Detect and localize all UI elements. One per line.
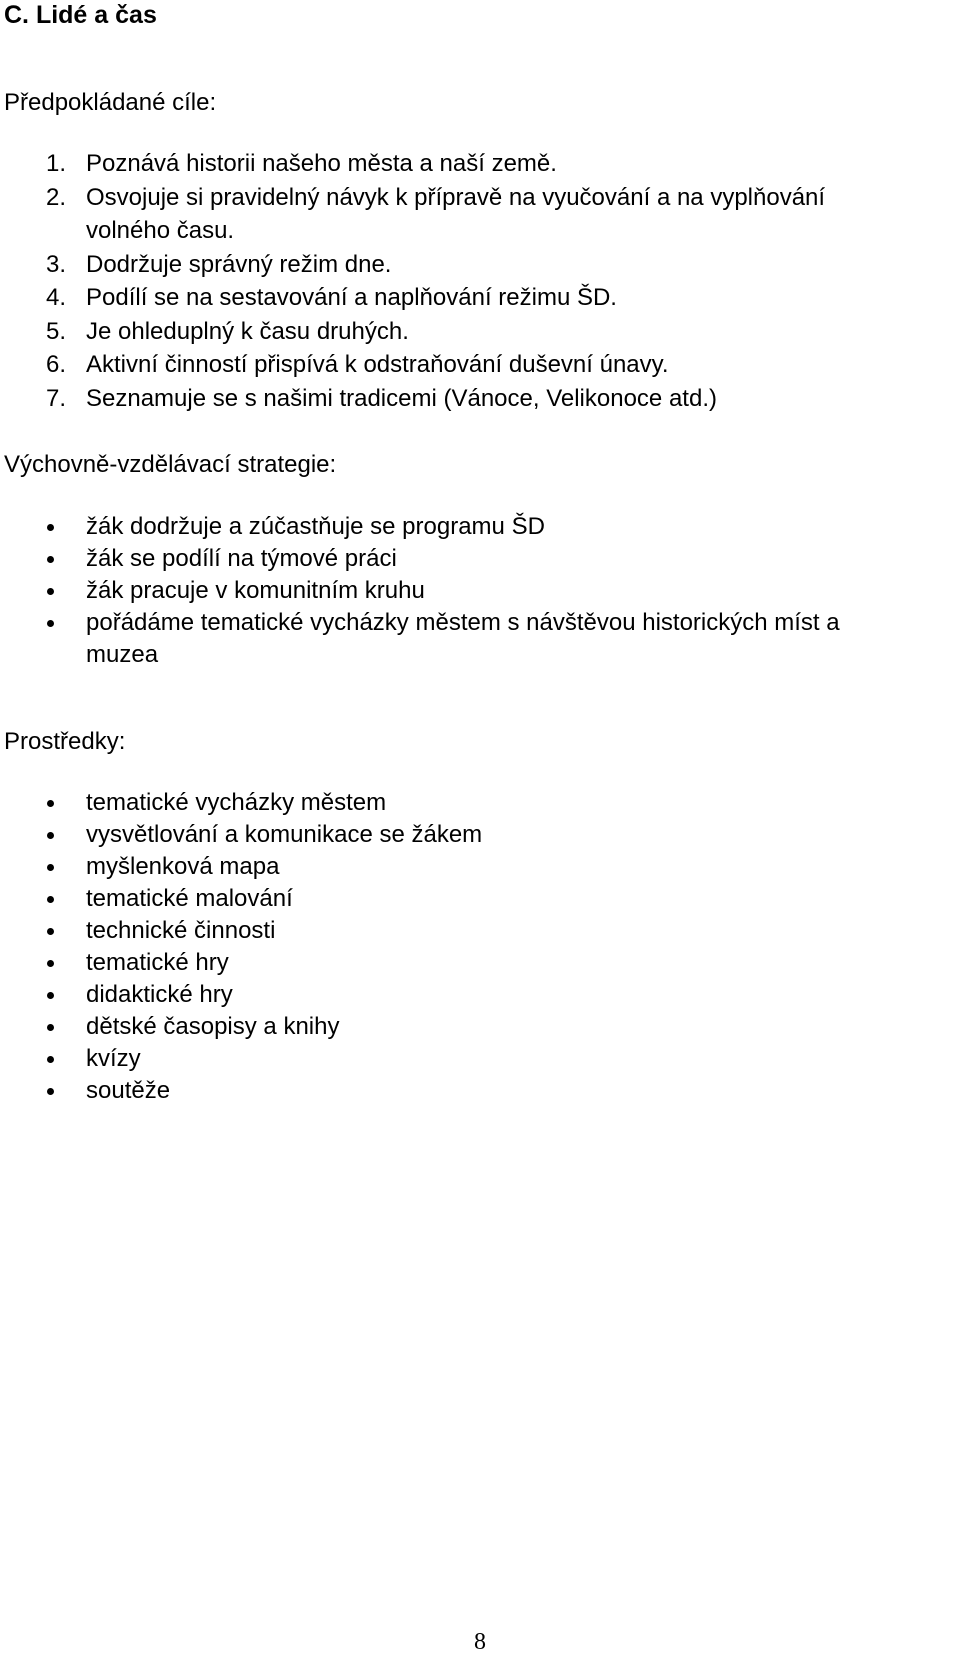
strategy-text: žák se podílí na týmové práci [86,545,397,572]
means-item [0,1011,950,1043]
strategy-text: žák dodržuje a zúčastňuje se programu ŠD [86,513,545,540]
strategy-item [0,607,950,671]
means-list [0,787,950,1107]
goal-number: 7. [46,384,67,412]
bullet-icon [47,1056,54,1063]
means-item [0,915,950,947]
bullet-icon [47,620,54,627]
means-item [0,947,950,979]
bullet-icon [47,896,54,903]
goal-text: Poznává historii našeho města a naší země. [86,150,557,177]
goal-item [0,281,950,315]
goal-number: 2. [46,183,67,211]
goal-number: 4. [46,284,67,311]
goal-item [0,181,950,248]
goal-text: Seznamuje se s našimi tradicemi (Vánoce, Velikonoce atd.) [86,384,717,412]
bullet-icon [47,864,54,871]
means-heading: Prostředky: [4,728,126,755]
means-item [0,851,950,883]
means-item [0,979,950,1011]
goal-text: Osvojuje si pravidelný návyk k přípravě na vyučování a na vyplňování volného času. [86,183,826,244]
section-title: C. Lidé a čas [4,1,157,29]
means-text: technické činnosti [86,917,276,944]
goals-heading: Předpokládané cíle: [4,89,217,116]
bullet-icon [47,832,54,839]
goal-number: 5. [46,317,67,345]
goal-text: Je ohleduplný k času druhých. [86,317,409,345]
bullet-icon [47,992,54,999]
means-text: tematické hry [86,949,229,976]
goal-text: Dodržuje správný režim dne. [86,250,392,278]
goal-number: 3. [46,250,67,278]
goal-item [0,348,950,382]
bullet-icon [47,960,54,967]
bullet-icon [47,556,54,563]
goal-item [0,315,950,349]
goal-number: 6. [46,351,67,378]
means-item [0,1075,950,1107]
means-text: vysvětlování a komunikace se žákem [86,821,483,848]
strategy-text: žák pracuje v komunitním kruhu [86,577,425,604]
goal-text: Aktivní činností přispívá k odstraňování duševní únavy. [86,351,669,378]
means-text: tematické vycházky městem [86,789,387,816]
means-text: didaktické hry [86,981,233,1008]
means-text: soutěže [86,1077,171,1104]
goal-item [0,147,950,181]
goal-text: Podílí se na sestavování a naplňování režimu ŠD. [86,284,617,311]
strategies-list [0,511,950,671]
bullet-icon [47,800,54,807]
strategies-heading: Výchovně-vzdělávací strategie: [4,451,337,478]
page-number: 8 [474,1629,486,1655]
strategy-text: pořádáme tematické vycházky městem s návštěvou historických míst a muzea [86,609,840,668]
means-item [0,819,950,851]
goal-item [0,248,950,282]
bullet-icon [47,1088,54,1095]
bullet-icon [47,1024,54,1031]
means-text: tematické malování [86,885,293,912]
goals-list [0,147,950,415]
bullet-icon [47,524,54,531]
means-text: dětské časopisy a knihy [86,1013,340,1040]
means-text: kvízy [86,1045,141,1072]
means-item [0,1043,950,1075]
strategy-item [0,511,950,543]
goal-number: 1. [46,150,67,177]
bullet-icon [47,588,54,595]
bullet-icon [47,928,54,935]
strategy-item [0,543,950,575]
means-item [0,787,950,819]
goal-item [0,382,950,416]
strategy-item [0,575,950,607]
means-item [0,883,950,915]
means-text: myšlenková mapa [86,853,280,880]
